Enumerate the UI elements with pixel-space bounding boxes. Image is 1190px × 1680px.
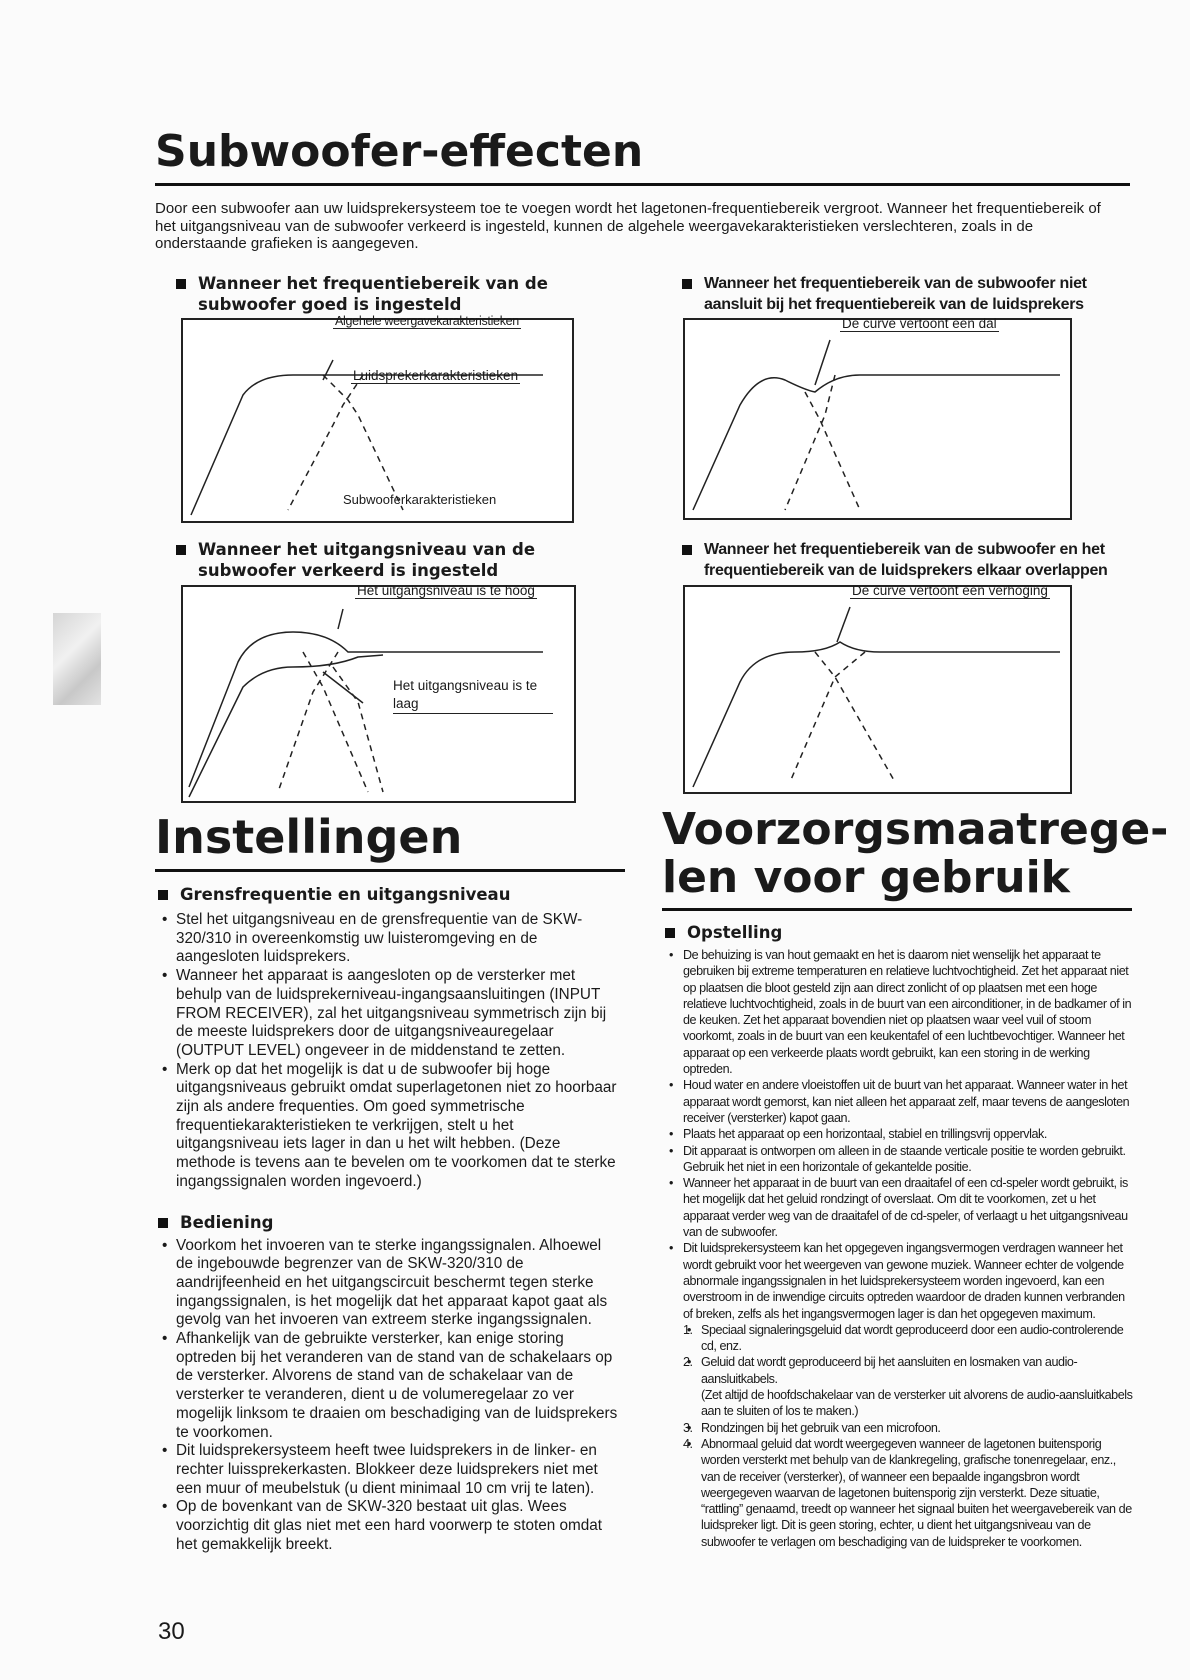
label-overall: Algehele weergavekarakteristieken	[335, 314, 519, 328]
square-bullet-icon	[158, 890, 168, 900]
square-bullet-icon	[176, 545, 186, 555]
diagram-heading-3: Wanneer het uitgangsniveau van de subwoofer verkeerd is ingesteld	[176, 539, 576, 581]
list-item: • Afhankelijk van de gebruikte versterker, kan enige storing optreden bij het veranderen van de stand van de schakelaars op de versterker. Alvorens de stand van de schakelaar van de versterker te veranderen, dient u de volumeregelaar zo ver mogelijk linksom te draaien om beschadiging van de luidsprekers te voorkomen.	[158, 1330, 618, 1442]
numbered-item: • 2. Geluid dat wordt geproduceerd bij het aansluiten en losmaken van audio-aansluitkabels. (Zet altijd de hoofdschakelaar van de versterker uit alvorens de audio-aansluitkabels aan te sluiten of los te maken.)	[683, 1354, 1135, 1419]
square-bullet-icon	[682, 545, 692, 555]
list-item: • De behuizing is van hout gemaakt en het is daarom niet wenselijk het apparaat te gebruiken bij extreme temperaturen en relatieve luchtvochtigheid. Zet het apparaat niet op plaatsen die bloot gesteld zijn aan direct zonlicht of op plaatsen met een hoge relatieve luchtvochtigheid, zoals in de buurt van een airconditioner, in de badkamer of in de keuken. Zet het apparaat bovendien niet op plaatsen waar veel vuil of stoom voorkomt, zoals in de buurt van een keukentafel of een luchtbevochtiger. Wanneer het apparaat op een verkeerde plaats wordt gebruikt, kan een storing in de werking optreden.	[665, 947, 1135, 1077]
list-item: • Dit luidsprekersysteem kan het opgegeven ingangsvermogen verdragen wanneer het wordt gebruikt voor het weergeven van gewone muziek. Wanneer echter de volgende abnormale ingangssignalen in het luidsprekersysteem worden ingevoerd, kan een overstroom in de inwendige circuits optreden waardoor de draden kunnen verbranden of breken, zelfs als het ingangsvermogen lager is dan het opgegeven maximum. • 1. Speciaal signaleringsgeluid dat wordt geproduceerd door een audio-controlerende cd, enz. • 2. Geluid dat wordt geproduceerd bij het aansluiten en losmaken van audio-aansluitkabels. (Zet altijd de hoofdschakelaar van de versterker uit alvorens de audio-aansluitkabels aan te sluiten of los te maken.) • 3. Rondzingen bij het gebruik van een microfoon. • 4. Abnormaal geluid dat wordt weergegeven wanneer de lagetonen buitensporig worden versterkt met behulp van de klankregeling, grafische tonenregelaar, enz., van de receiver (versterker), of wanneer een bepaalde ingangsbron wordt weergegeven waarvan de lagetonen buitensporig zijn versterkt. Deze situatie, “rattling” genaamd, treedt op wanneer het signaal buiten het weergavebereik van de luidspreker ligt. Dit is geen storing, echter, u dient het uitgangsniveau van de subwoofer te verlagen om beschadiging van de luidspreker te voorkomen.	[665, 1240, 1135, 1550]
list-item: • Wanneer het apparaat in de buurt van een draaitafel of een cd-speler wordt gebruikt, is het mogelijk dat het geluid rondzingt of overslaat. Om dit te voorkomen, zet u het apparaat verder weg van de draaitafel of de cd-speler, of verlaagt u het uitgangsniveau van de subwoofer.	[665, 1175, 1135, 1240]
diagram-level-wrong	[181, 585, 576, 803]
section-heading-grensfrequentie: Grensfrequentie en uitgangsniveau	[158, 884, 618, 905]
bediening-list	[158, 1237, 618, 1555]
diagram-heading-1: Wanneer het frequentiebereik van de subwoofer goed is ingesteld	[176, 273, 576, 315]
list-item: • Op de bovenkant van de SKW-320 bestaat uit glas. Wees voorzichtig dit glas niet met een hard voorwerp te stoten omdat het gemakkelijk breekt.	[158, 1498, 618, 1554]
square-bullet-icon	[176, 279, 186, 289]
intro-paragraph: Door een subwoofer aan uw luidsprekersysteem toe te voegen wordt het lagetonen-frequentiebereik vergroot. Wanneer het frequentiebereik of het uitgangsniveau van de subwoofer verkeerd is ingesteld, kunnen de algehele weergavekarakteristieken verslechteren, zoals in de onderstaande grafieken is aangegeven.	[155, 200, 1101, 252]
numbered-item: • 4. Abnormaal geluid dat wordt weergegeven wanneer de lagetonen buitensporig worden versterkt met behulp van de klankregeling, grafische tonenregelaar, enz., van de receiver (versterker), of wanneer een bepaalde ingangsbron wordt weergegeven waarvan de lagetonen buitensporig zijn versterkt. Deze situatie, “rattling” genaamd, treedt op wanneer het signaal buiten het weergavebereik van de luidspreker ligt. Dit is geen storing, echter, u dient het uitgangsniveau van de subwoofer te verlagen om beschadiging van de luidspreker te voorkomen.	[683, 1436, 1135, 1550]
list-item: • Houd water en andere vloeistoffen uit de buurt van het apparaat. Wanneer water in het apparaat wordt gemorst, kan niet alleen het apparaat zelf, maar tevens de aangesloten receiver (versterker) kapot gaan.	[665, 1077, 1135, 1126]
list-item: • Voorkom het invoeren van te sterke ingangssignalen. Alhoewel de ingebouwde begrenzer van de SKW-320/310 de aandrijfeenheid en het uitgangscircuit beschermt tegen sterke ingangssignalen, is het mogelijk dat het apparaat kapot gaat als gevolg van het invoeren van extreem sterke ingangssignalen.	[158, 1237, 618, 1331]
grensfrequentie-list	[158, 911, 618, 1192]
voorzorg-title: Voorzorgsmaatrege- len voor gebruik	[662, 804, 1169, 903]
square-bullet-icon	[665, 928, 675, 938]
diagram-heading-2: Wanneer het frequentiebereik van de subwoofer niet aansluit bij het frequentiebereik van de luidsprekers	[682, 273, 1132, 315]
label-bump: De curve vertoont een verhoging	[852, 583, 1048, 598]
label-subwoofer: Subwooferkarakteristieken	[343, 492, 497, 507]
title-rule	[155, 183, 1130, 186]
side-tab-marker	[53, 613, 101, 705]
voorzorg-column	[665, 922, 1135, 1550]
label-level-high: Het uitgangsniveau is te hoog	[357, 583, 535, 598]
abnormal-signals-list	[683, 1322, 1135, 1550]
opstelling-list	[665, 947, 1135, 1550]
diagram-dip	[683, 318, 1072, 520]
label-dip: De curve vertoont een dal	[842, 316, 997, 331]
numbered-item: • 3. Rondzingen bij het gebruik van een microfoon.	[683, 1420, 1135, 1436]
instellingen-title: Instellingen	[155, 810, 463, 864]
diagram-heading-4: Wanneer het frequentiebereik van de subwoofer en het frequentiebereik van de luidsprekers elkaar overlappen	[682, 539, 1132, 581]
page-number: 30	[158, 1618, 185, 1645]
square-bullet-icon	[158, 1218, 168, 1228]
speaker-curve	[323, 375, 403, 510]
list-item: • Dit apparaat is ontworpen om alleen in de staande verticale positie te worden gebruikt. Gebruik het niet in een horizontale of gekantelde positie.	[665, 1143, 1135, 1176]
diagram-correct-range	[181, 314, 574, 523]
label-level-low: Het uitgangsniveau is te laag	[393, 677, 553, 714]
list-item: • Stel het uitgangsniveau en de grensfrequentie van de SKW-320/310 in overeenkomstig uw luisteromgeving en de aangesloten luidsprekers.	[158, 911, 618, 967]
square-bullet-icon	[682, 279, 692, 289]
list-item: • Wanneer het apparaat is aangesloten op de versterker met behulp van de luidsprekerniveau-ingangsaansluitingen (INPUT FROM RECEIVER), zal het uitgangsniveau symmetrisch zijn bij de meeste luidsprekers door de uitgangsniveauregelaar (OUTPUT LEVEL) ongeveer in de middenstand te zetten.	[158, 967, 618, 1061]
list-item: • Dit luidsprekersysteem heeft twee luidsprekers in de linker- en rechter luissprekerkasten. Blokkeer deze luidsprekers niet met een muur of meubelstuk (u dient minimaal 10 cm vrij te laten).	[158, 1442, 618, 1498]
instellingen-column	[158, 884, 618, 1555]
section-heading-bediening: Bediening	[158, 1212, 618, 1233]
numbered-item: • 1. Speciaal signaleringsgeluid dat wordt geproduceerd door een audio-controlerende cd, enz.	[683, 1322, 1135, 1355]
voorzorg-rule	[662, 908, 1132, 911]
subwoofer-curve	[288, 375, 363, 510]
list-item: • Merk op dat het mogelijk is dat u de subwoofer bij hoge uitgangsniveaus gebruikt omdat superlagetonen niet zo hoorbaar zijn als andere frequenties. Om goed symmetrische frequentiekarakteristieken te verkrijgen, stelt u het uitgangsniveau iets lager in dan u het wilt hebben. (Deze methode is tevens aan te bevelen om te voorkomen dat te sterke ingangssignalen worden ingevoerd.)	[158, 1061, 618, 1192]
label-speaker: Luidsprekerkarakteristieken	[353, 368, 519, 383]
section-heading-opstelling: Opstelling	[665, 922, 1135, 943]
list-item: • Plaats het apparaat op een horizontaal, stabiel en trillingsvrij oppervlak.	[665, 1126, 1135, 1142]
page-title: Subwoofer-effecten	[155, 126, 644, 177]
diagram-overlap	[683, 585, 1072, 794]
instellingen-rule	[155, 869, 625, 872]
